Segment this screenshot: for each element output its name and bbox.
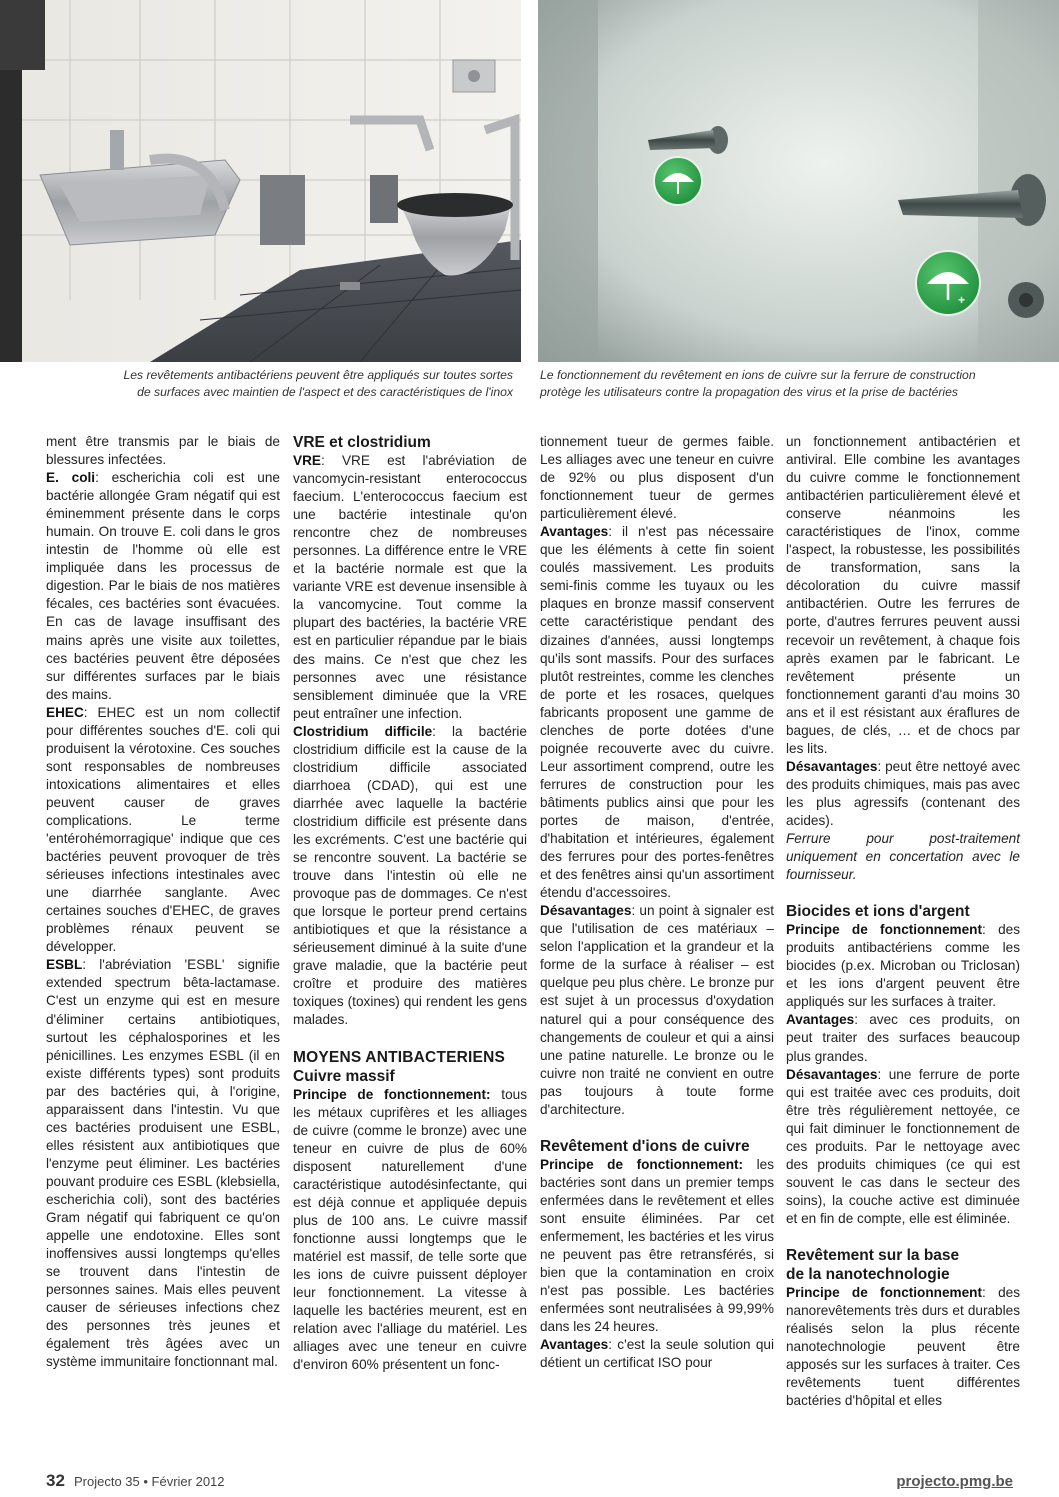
paragraph-clostridium — [293, 723, 527, 1030]
term-label: Principe de fonctionnement: — [293, 1086, 491, 1102]
paragraph-avantages — [540, 523, 774, 902]
paragraph: tionnement tueur de germes faible. Les alliages avec une teneur en cuivre de 92% ou plus disposent d'un fonctionnement tueur de germes particulièrement élevé. — [540, 434, 774, 522]
section-heading-line2: de la nanotechnologie — [786, 1265, 950, 1283]
term-text: : l'abréviation 'ESBL' signifie extended spectrum bêta-lactamase. C'est un enzyme qui est en mesure d'éliminer certains antibiotiques, surtout les céphalosporines et les pénicillines. Les enzymes ESBL (il en existe différents types) sont produits par des bactéries qui, à l'origine, apparaissent dans l'intestin. Vu que ces bactéries produisent une ESBL, elles résistent aux antibiotiques que l'enzyme peut éliminer. Les bactéries pouvant produire ces ESBL (klebsiella, escherichia coli), sont des bactéries Gram négatif qui fabriquent ce qu'on appelle une endotoxine. Elles sont inoffensives aussi longtemps qu'elles se trouvent dans l'intestin de personnes saines. Mais elles peuvent causer de sérieuses infections chez des personnes très jeunes et également très âgées avec un système immunitaire fonctionnant mal. — [46, 957, 280, 1370]
term-text: : peut être nettoyé avec des produits chimiques, mais pas avec les plus agressifs (contenant des acides). — [786, 758, 1020, 828]
paragraph: un fonctionnement antibactérien et antiviral. Elle combine les avantages du cuivre comme le fonctionnement antibactérien particulièrement élevé et conserve néanmoins les caractéristiques de l'inox, comme l'aspect, la robustesse, les possibilités de transformation, sans la décoloration du cuivre massif antibactérien. Outre les ferrures de porte, d'autres ferrures peuvent aussi recevoir un revêtement, à chaque fois après examen par le fabricant. Le revêtement présente un fonctionnement garanti d'au moins 30 ans et il est résistant aux éraflures de bagues, de clés, … et de chocs par les lits. — [786, 434, 1020, 756]
term-text: : VRE est l'abréviation de vancomycin-resistant enterococcus faecium. L'enterococcus faecium est une bactérie intestinale qu'on rencontre chez de nombreuses personnes. La différence entre le VRE et la bactérie normale est que la variante VRE est devenue insensible à la vancomycine. Tout comme la plupart des bactéries, la bactérie VRE est en particulier répandue par le biais des mains. Ce n'est que chez les personnes avec une résistance sensiblement diminuée que la VRE peut entraîner une infection. — [293, 453, 527, 721]
term-text: : la bactérie clostridium difficile est la cause de la clostridium difficile associated diarrhoea (CDAD), qui est une diarrhée avec laquelle la bactérie clostridium difficile est présente dans les excréments. C'est une bactérie qui se rencontre souvent. La bactérie se trouve dans l'intestin où elle ne provoque pas de dommages. Ce n'est que lorsque le porteur prend certains antibiotiques et que la résistance a sérieusement diminué à la suite d'une grave maladie, que la bactérie peut croître et produire des matières toxiques (toxines) qui rendent les gens malades. — [293, 723, 527, 1028]
page-number: 32 — [46, 1471, 65, 1490]
paragraph: ment être transmis par le biais de blessures infectées. — [46, 434, 280, 468]
paragraph-ecoli — [46, 469, 280, 704]
term-text: : EHEC est un nom collectif pour différentes souches d'E. coli qui produisent la vérotoxine. Ces souches sont responsables de nombreuses intoxications alimentaires et elles peuvent causer de graves complications. Le terme 'entérohémorragique' indique que ces bactéries peuvent provoquer de très sérieuses infections intestinales avec une diarrhée sanglante. Avec certaines souches d'EHEC, de graves problèmes rénaux peuvent se développer. — [46, 704, 280, 955]
term-label: Désavantages — [786, 1066, 878, 1082]
column-3 — [540, 433, 774, 1372]
section-heading: MOYENS ANTIBACTERIENS — [293, 1048, 506, 1066]
term-text: : un point à signaler est que l'utilisation de ces matériaux – selon l'application et la grandeur et la forme de la surface à réaliser – est quelque peu plus chère. Le bronze pur est sujet à un processus d'oxydation naturel qui a pour conséquence des changements de couleur et qui a ainsi une patine naturelle. Le bronze ou le cuivre non traité ne convient en outre pas toujours à toute forme d'architecture. — [540, 903, 774, 1117]
term-label: EHEC — [46, 704, 84, 720]
umbrella-shield-icon — [916, 251, 980, 315]
page-footer — [0, 1471, 1059, 1491]
paragraph-ehec — [46, 704, 280, 957]
term-label: Principe de fonctionnement: — [540, 1156, 744, 1172]
term-label: VRE — [293, 453, 321, 468]
paragraph-note — [786, 830, 1020, 884]
bathroom-photo — [0, 0, 521, 362]
caption-right-line2: protège les utilisateurs contre la propagation des virus et la prise de bactéries — [540, 385, 958, 399]
caption-right — [540, 367, 1059, 401]
term-label: Principe de fonctionnement — [786, 1284, 983, 1300]
section-heading: Revêtement d'ions de cuivre — [540, 1137, 750, 1155]
paragraph-desavantages — [786, 1066, 1020, 1228]
paragraph-vre — [293, 452, 527, 723]
paragraph-desavantages — [540, 902, 774, 1119]
section-heading-line1: Revêtement sur la base — [786, 1246, 960, 1264]
term-label: ESBL — [46, 957, 83, 973]
paragraph-nano — [786, 1284, 1020, 1410]
term-label: Clostridium difficile — [293, 723, 433, 739]
svg-text:+: + — [958, 293, 966, 307]
term-label: Désavantages — [540, 903, 632, 919]
paragraph-cuivre — [293, 1086, 527, 1375]
umbrella-shield-icon — [654, 157, 702, 205]
term-label: Avantages — [540, 524, 609, 540]
term-text: : des nanorevêtements très durs et durables réalisés selon la plus récente nanotechnologie peuvent être apposés sur les surfaces à traiter. Ces revêtements tuent différentes bactéries d'hôpital et elles — [786, 1284, 1020, 1409]
caption-left-line1: Les revêtements antibactériens peuvent être appliqués sur toutes sortes — [123, 368, 513, 382]
column-4 — [786, 433, 1020, 1410]
term-label: Principe de fonctionnement — [786, 922, 983, 938]
spacer — [293, 1030, 527, 1048]
term-text: : c'est la seule solution qui détient un certificat ISO pour — [540, 1337, 774, 1371]
term-label: Avantages — [786, 1012, 855, 1028]
term-text: : une ferrure de porte qui est traitée avec ces produits, doit être très régulièrement nettoyée, ce qui fait diminuer le fonctionnement de ces produits. Par le nettoyage avec des produits chimiques (ce qui est souvent le cas dans le secteur des soins), la couche active est diminuée et en fin de compte, elle est éliminée. — [786, 1066, 1020, 1226]
door-handle-illustration — [538, 0, 1059, 362]
subsection-heading: Cuivre massif — [293, 1067, 395, 1085]
paragraph-desavantages — [786, 758, 1020, 830]
paragraph-avantages — [786, 1011, 1020, 1065]
spacer — [540, 1119, 774, 1137]
spacer — [786, 884, 1020, 902]
term-text: : il n'est pas nécessaire que les éléments à cette fin soient coulés massivement. Les produits semi-finis comme les tuyaux ou les plaques en bronze massif conservent cette caractéristique pendant des dizaines d'années, aussi longtemps qu'ils sont massifs. Pour des surfaces plutôt restreintes, comme les clenches de porte et les rosaces, quelques fabricants proposent une gamme de clenches de porte dotées d'une poignée recouverte avec du cuivre. Leur assortiment comprend, outre les ferrures de construction pour les bâtiments publics ainsi que pour les portes de maison, d'entrée, d'habitation et intérieures, également des ferrures pour des portes-fenêtres et des fenêtres ainsi qu'un assortiment étendu d'accessoires. — [540, 524, 774, 901]
term-text: : escherichia coli est une bactérie allongée Gram négatif qui est éminemment présente dans le corps humain. On trouve E. coli dans le gros intestin de l'homme où elle est impliquée dans les processus de digestion. Par le biais de nos matières fécales, ces bactéries sont évacuées. En cas de lavage insuffisant des mains après une visite aux toilettes, ces bactéries peuvent être déposées sur différentes surfaces par le biais des mains. — [46, 470, 280, 702]
door-handle-photo — [538, 0, 1059, 362]
paragraph-ions — [540, 1156, 774, 1336]
caption-left — [8, 367, 513, 401]
paragraph-esbl — [46, 956, 280, 1371]
term-label: Avantages — [540, 1337, 609, 1353]
term-label: E. coli — [46, 470, 96, 486]
section-heading: VRE et clostridium — [293, 434, 431, 451]
note-text: Ferrure pour post-traitement uniquement en concertation avec le fournisseur. — [786, 831, 1020, 883]
website-link[interactable]: projecto.pmg.be — [896, 1473, 1013, 1490]
section-heading: Biocides et ions d'argent — [786, 903, 970, 921]
caption-right-line1: Le fonctionnement du revêtement en ions de cuivre sur la ferrure de construction — [540, 368, 976, 382]
term-text: les bactéries sont dans un premier temps enfermées dans le revêtement et elles sont ensuite éliminées. Par cet enfermement, les bactéries et les virus ne peuvent pas être retransférés, si bien que la contamination en croix n'est pas possible. Les bactéries enfermées sont neutralisées à 99,99% dans les 24 heures. — [540, 1156, 775, 1335]
term-text: tous les métaux cuprifères et les alliages de cuivre (comme le bronze) avec une teneur en cuivre de plus de 60% disposent naturellement d'une caractéristique autodésinfectante, qui est déjà connue et appliquée depuis plus de 100 ans. Le cuivre massif fonctionne aussi longtemps que le matériel est massif, de telle sorte que les ions de cuivre puissent déployer leur fonctionnement. La vitesse à laquelle les bactéries meurent, est en relation avec l'alliage du matériel. Les alliages avec une teneur en cuivre d'environ 60% présentent un fonc- — [293, 1086, 527, 1373]
paragraph-biocides — [786, 921, 1020, 1011]
term-text: : des produits antibactériens comme les biocides (p.ex. Microban ou Triclosan) et les ions d'argent peuvent être appliqués sur les surfaces à traiter. — [786, 922, 1020, 1010]
paragraph-avantages — [540, 1336, 774, 1372]
term-text: : avec ces produits, on peut traiter des surfaces beaucoup plus grandes. — [786, 1012, 1020, 1064]
column-2 — [293, 433, 527, 1374]
bathroom-illustration — [0, 0, 521, 362]
issue-info: Projecto 35 • Février 2012 — [74, 1474, 225, 1489]
caption-left-line2: de surfaces avec maintien de l'aspect et des caractéristiques de l'inox — [137, 385, 513, 399]
spacer — [786, 1228, 1020, 1246]
term-label: Désavantages — [786, 758, 878, 774]
column-1 — [46, 433, 280, 1371]
